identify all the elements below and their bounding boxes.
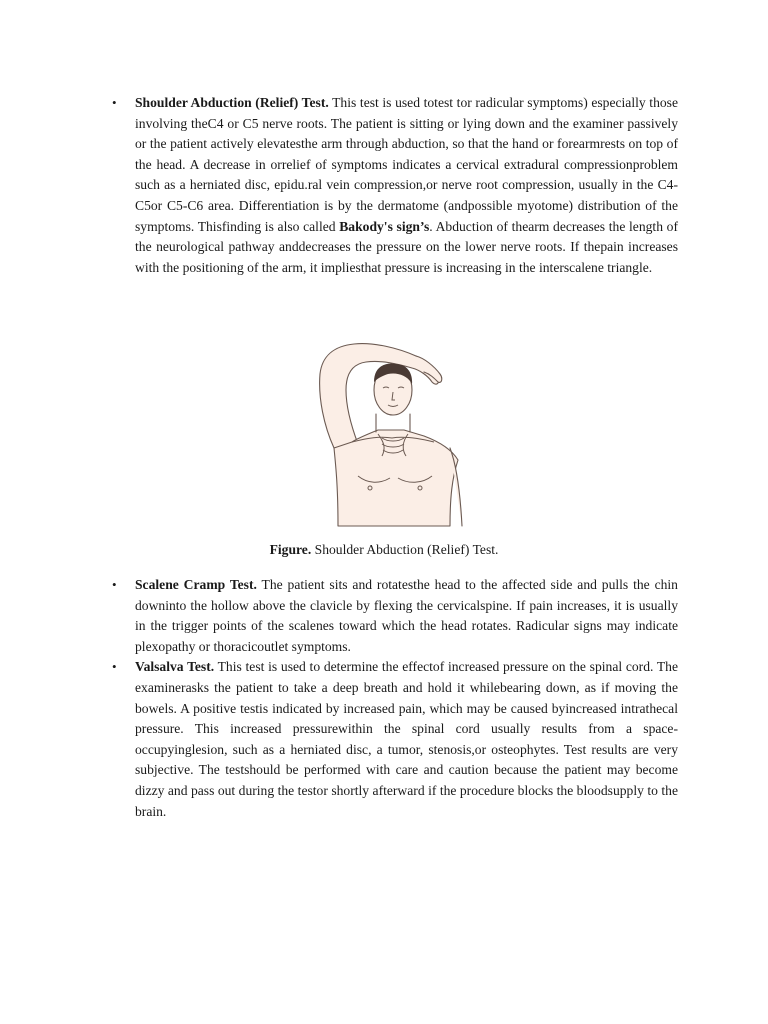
caption-label: Figure.	[269, 542, 312, 557]
bullet-list-top	[0, 93, 768, 278]
bullet-list-bottom	[0, 575, 768, 822]
list-item-scalene-cramp	[0, 575, 768, 657]
figure-illustration	[312, 338, 464, 528]
item-title: Shoulder Abduction (Relief) Test.	[135, 95, 329, 110]
bullet-marker: •	[112, 577, 117, 592]
item-text: This test is used to determine the effectof increased pressure on the spinal cord. The examinerasks the patient to take a deep breath and hold it whilebearing down, as if moving the bowels. A positive testis indicated by increased pain, which may be caused byincreased intrathecal pressure. This increased pressurewithin the spinal cord usually results from a space-occupyinglesion, such as a herniated disc, a tumor, stenosis,or osteophytes. Test results are very subjective. The testshould be performed with care and caution because the patient may become dizzy and pass out during the testor shortly afterward if the procedure blocks the bloodsupply to the brain.	[135, 659, 679, 819]
paragraph-shoulder-abduction	[135, 93, 678, 278]
item-title: Scalene Cramp Test.	[135, 577, 257, 592]
item-text: This test is used totest tor radicular symptoms) especially those involving theC4 or C5 nerve roots. The patient is sitting or lying down and the examiner passively or the patient actively elevatesthe arm through abduction, so that the hand or forearmrests on top of the head. A decrease in orrelief of symptoms indicates a cervical extradural compressionproblem such as a herniated disc, epidu.ral vein compression,or nerve root compression, usually in the C4-C5or C5-C6 area. Differentiation is by the dermatome (andpossible myotome) distribution of the symptoms. Thisfinding is also called	[135, 95, 678, 234]
figure-caption	[0, 541, 768, 559]
shoulder-abduction-drawing	[312, 338, 464, 528]
bullet-marker: •	[112, 95, 117, 110]
item-title: Valsalva Test.	[135, 659, 215, 675]
paragraph-scalene-cramp	[135, 575, 678, 657]
list-item-shoulder-abduction	[0, 93, 768, 278]
item-bold-term: Bakody's sign’s	[339, 218, 430, 234]
caption-text: Shoulder Abduction (Relief) Test.	[311, 542, 499, 557]
paragraph-valsalva	[135, 657, 678, 822]
item-text-continued: . Abduction of thearm decreases the length of the neurological pathway anddecreases the pressure on the lower nerve roots. If thepain increases with the positioning of the arm, it impliesthat pressure is increasing in the interscalene triangle.	[135, 218, 678, 275]
bullet-marker: •	[112, 659, 117, 675]
item-text: The patient sits and rotatesthe head to the affected side and pulls the chin downinto the hollow above the clavicle by flexing the cervicalspine. If pain increases, it is usually in the trigger points of the scalenes toward which the head rotates. Radicular signs may indicate plexopathy or thoracicoutlet symptoms.	[135, 577, 678, 654]
list-item-valsalva	[0, 657, 768, 822]
